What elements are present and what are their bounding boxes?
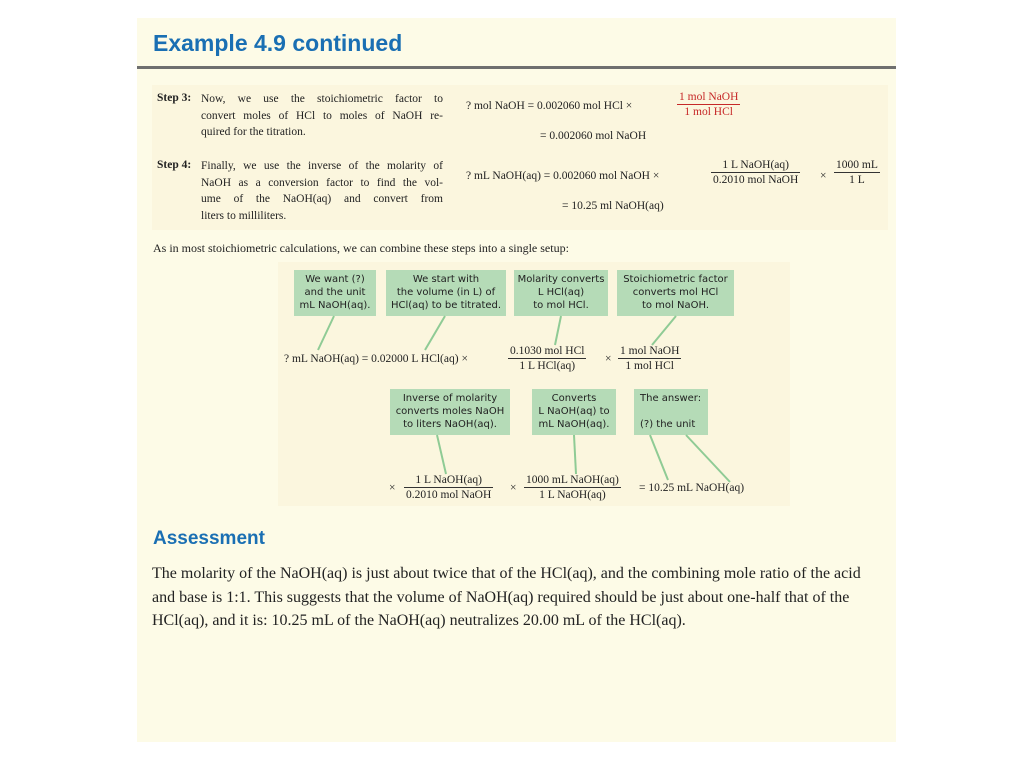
- combined-fraction-4: [524, 474, 621, 501]
- step3-text: [201, 91, 443, 141]
- callout-line: Converts: [551, 393, 597, 404]
- assessment-heading: Assessment: [153, 528, 265, 549]
- step3-line: quired for the titration.: [201, 126, 306, 138]
- callout-line: Inverse of molarity: [402, 393, 498, 404]
- callout-line: converts moles NaOH: [395, 406, 505, 417]
- callout-molarity: [514, 270, 608, 316]
- callout-line: The answer:: [640, 393, 702, 404]
- combined-fraction-1: [508, 345, 586, 372]
- combined-f3-den: 0.2010 mol NaOH: [406, 489, 492, 501]
- callout-we-start: [386, 270, 506, 316]
- combined-f3-num: 1 L NaOH(aq): [404, 474, 493, 488]
- callout-line: We want (?): [305, 274, 365, 285]
- step4-f1-den: 0.2010 mol NaOH: [713, 174, 799, 186]
- page-title: Example 4.9 continued: [153, 30, 403, 56]
- step4-times: ×: [820, 170, 827, 182]
- callout-answer: [634, 389, 708, 435]
- step4-f2-den: 1 L: [849, 174, 865, 186]
- combined-f1-num: 0.1030 mol HCl: [510, 345, 585, 357]
- step4-fraction-2: [834, 159, 880, 186]
- step4-eq2: = 10.25 ml NaOH(aq): [562, 200, 664, 212]
- step4-text: [201, 158, 443, 224]
- combined-f4-den: 1 L NaOH(aq): [539, 489, 606, 501]
- combined-fraction-3: [404, 474, 493, 501]
- step4-line: Finally, we use the inverse of the molarity of: [201, 160, 443, 172]
- step4-line: liters to milliliters.: [201, 209, 287, 222]
- step4-label: Step 4:: [157, 159, 192, 171]
- step3-eq2: = 0.002060 mol NaOH: [540, 130, 647, 142]
- title-divider: [137, 66, 896, 69]
- step3-frac-num: 1 mol NaOH: [679, 91, 739, 103]
- callout-line: mL NaOH(aq).: [538, 419, 610, 430]
- callout-line: to mol NaOH.: [641, 300, 710, 311]
- combined-lhs: ? mL NaOH(aq) = 0.02000 L HCl(aq) ×: [284, 353, 468, 365]
- callout-line: (?) the unit: [640, 419, 696, 430]
- callout-line: the volume (in L) of: [396, 287, 496, 298]
- combined-f4-num: 1000 mL NaOH(aq): [526, 474, 619, 486]
- step4-eq1-lhs: ? mL NaOH(aq) = 0.002060 mol NaOH ×: [466, 170, 660, 182]
- step4-fraction-1: [711, 159, 800, 186]
- combined-times-2: ×: [389, 482, 396, 494]
- combined-f1-den: 1 L HCl(aq): [519, 360, 576, 372]
- step3-label: Step 3:: [157, 92, 192, 104]
- assessment-text: The molarity of the NaOH(aq) is just about twice that of the HCl(aq), and the combining mole ratio of the acid and base is 1:1. This suggests that the volume of NaOH(aq) required should be just about one-half that of the HCl(aq), and it is: 10.25 mL of the NaOH(aq) neutralizes 20.00 mL of the HCl(aq).: [152, 565, 861, 629]
- callout-line: HCl(aq) to be titrated.: [390, 300, 502, 311]
- step3-line: Now, we use the stoichiometric factor to: [201, 93, 443, 105]
- callout-stoich-factor: [617, 270, 734, 316]
- step3-fraction: [677, 91, 740, 118]
- step4-f1-num: 1 L NaOH(aq): [711, 159, 800, 173]
- callout-line: to mol HCl.: [533, 300, 589, 311]
- step3-eq1-lhs: ? mol NaOH = 0.002060 mol HCl ×: [466, 100, 633, 112]
- callout-line: and the unit: [304, 287, 366, 298]
- combined-f2-den: 1 mol HCl: [625, 360, 674, 372]
- step4-f2-num: 1000 mL: [836, 159, 878, 171]
- callout-line: Molarity converts: [517, 274, 605, 285]
- combined-fraction-2: [618, 345, 681, 372]
- callout-line: Stoichiometric factor: [623, 274, 728, 285]
- step4-line: NaOH as a conversion factor to find the vol-: [201, 176, 443, 189]
- callout-we-want: [294, 270, 376, 316]
- step4-line: ume of the NaOH(aq) and convert from: [201, 193, 443, 205]
- callout-inverse-molarity: [390, 389, 510, 435]
- callout-line: to liters NaOH(aq).: [403, 419, 497, 430]
- callout-line: We start with: [412, 274, 480, 285]
- callout-line: L NaOH(aq) to: [538, 406, 610, 417]
- combined-times-3: ×: [510, 482, 517, 494]
- step3-line: convert moles of HCl to moles of NaOH re-: [201, 109, 443, 122]
- step3-frac-den: 1 mol HCl: [684, 106, 733, 118]
- combined-f2-num: 1 mol NaOH: [620, 345, 680, 357]
- intro-text: As in most stoichiometric calculations, we can combine these steps into a single setup:: [153, 241, 569, 255]
- combined-result: = 10.25 mL NaOH(aq): [639, 482, 745, 494]
- callout-converts: [532, 389, 616, 435]
- callout-line: converts mol HCl: [632, 287, 719, 298]
- combined-times: ×: [605, 353, 612, 365]
- callout-line: L HCl(aq): [537, 287, 585, 298]
- callout-line: mL NaOH(aq).: [299, 300, 371, 311]
